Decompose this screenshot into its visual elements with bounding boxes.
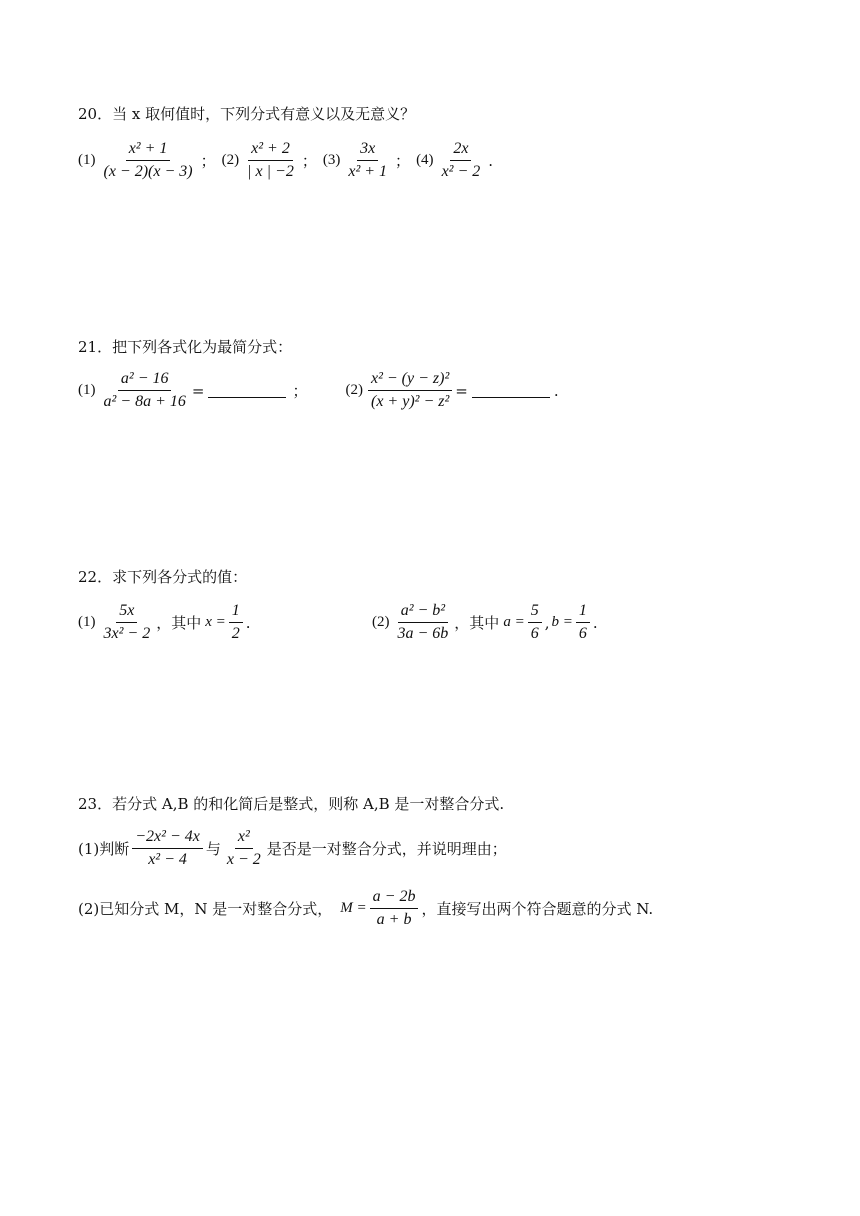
denominator: x² − 2	[441, 163, 481, 180]
q23-fraction-m	[370, 888, 419, 929]
denominator: 3a − 6b	[397, 625, 449, 642]
value-fraction-a	[528, 602, 542, 643]
numerator: 5	[528, 602, 542, 623]
q22-title: 22．求下列各分式的值：	[78, 568, 248, 586]
answer-blank-2[interactable]	[472, 383, 550, 398]
q22-label-2: (2)	[372, 614, 390, 630]
q21-fraction-1	[101, 370, 189, 411]
q22-item-1	[78, 602, 251, 643]
numerator: x² − (y − z)²	[368, 370, 452, 391]
numerator: 1	[576, 602, 590, 623]
period: .	[592, 613, 598, 632]
part-1-label: (1)判断	[78, 840, 130, 858]
denominator: 6	[578, 625, 587, 642]
equals-sign: =	[191, 381, 205, 400]
value-fraction	[229, 602, 243, 643]
value-fraction-b	[576, 602, 590, 643]
q21-label-2: (2)	[345, 382, 363, 398]
q22-label-1: (1)	[78, 614, 96, 630]
denominator: x² + 1	[348, 163, 388, 180]
numerator: x²	[235, 828, 253, 849]
part-2-label: (2)已知分式 M，N 是一对整合分式，	[78, 900, 333, 918]
denominator: x − 2	[226, 851, 261, 868]
q21-fractions	[78, 370, 559, 411]
q20-label-3: (3)	[322, 152, 341, 168]
q20-fraction-1	[101, 140, 196, 181]
q20-fraction-4	[439, 140, 484, 181]
equals-sign: =	[455, 381, 468, 400]
numerator: a − 2b	[370, 888, 419, 909]
variable-m: M =	[340, 900, 367, 916]
numerator: a² − b²	[398, 602, 448, 623]
condition-text: ，其中	[454, 614, 500, 632]
separator: ；	[301, 152, 317, 170]
separator: ；	[292, 382, 308, 400]
numerator: 3x	[357, 140, 378, 161]
q20-fractions	[78, 140, 499, 181]
part-1-question: 是否是一对整合分式，并说明理由；	[266, 840, 507, 858]
q23-part-2	[78, 888, 653, 929]
denominator: 3x² − 2	[103, 625, 151, 642]
q22-item-2	[372, 602, 598, 643]
separator: ；	[200, 152, 216, 170]
separator: .	[553, 381, 559, 400]
q20-label-1: (1)	[78, 152, 96, 168]
q21-title: 21．把下列各式化为最简分式：	[78, 338, 293, 356]
q21-fraction-2	[368, 370, 452, 411]
q20-fraction-2	[244, 140, 297, 181]
q23-title: 23．若分式 A,B 的和化简后是整式，则称 A,B 是一对整合分式.	[78, 795, 505, 813]
separator: .	[488, 151, 494, 170]
numerator: a² − 16	[118, 370, 172, 391]
separator: ；	[395, 152, 411, 170]
answer-blank-1[interactable]	[208, 383, 286, 398]
numerator: 1	[229, 602, 243, 623]
numerator: 5x	[116, 602, 137, 623]
denominator: (x + y)² − z²	[370, 393, 450, 410]
period: .	[245, 613, 251, 632]
q22-fraction-1	[101, 602, 154, 643]
variable-x: x =	[205, 614, 226, 630]
q20-label-4: (4)	[416, 152, 434, 168]
comma: ,	[544, 613, 550, 632]
q20-fraction-3	[345, 140, 390, 181]
denominator: 2	[231, 625, 240, 642]
denominator: a + b	[376, 911, 412, 928]
numerator: −2x² − 4x	[132, 828, 203, 849]
variable-b: b =	[551, 614, 573, 630]
part-2-question: ，直接写出两个符合题意的分式 N.	[421, 900, 654, 918]
numerator: x² + 1	[126, 140, 171, 161]
q23-fraction-b	[224, 828, 264, 869]
q20-label-2: (2)	[221, 152, 240, 168]
q23-part-1	[78, 828, 507, 869]
denominator: 6	[530, 625, 539, 642]
variable-a: a =	[503, 614, 525, 630]
conjunction: 与	[205, 840, 221, 858]
numerator: x² + 2	[248, 140, 293, 161]
denominator: (x − 2)(x − 3)	[103, 163, 193, 180]
q21-label-1: (1)	[78, 382, 96, 398]
q22-fraction-2	[395, 602, 452, 643]
denominator: | x | −2	[247, 163, 294, 180]
q23-fraction-a	[132, 828, 203, 869]
denominator: x² − 4	[148, 851, 187, 868]
numerator: 2x	[450, 140, 471, 161]
q20-title: 20．当 x 取何值时，下列分式有意义以及无意义？	[78, 105, 416, 123]
denominator: a² − 8a + 16	[103, 393, 186, 410]
condition-text: ，其中	[156, 614, 202, 632]
